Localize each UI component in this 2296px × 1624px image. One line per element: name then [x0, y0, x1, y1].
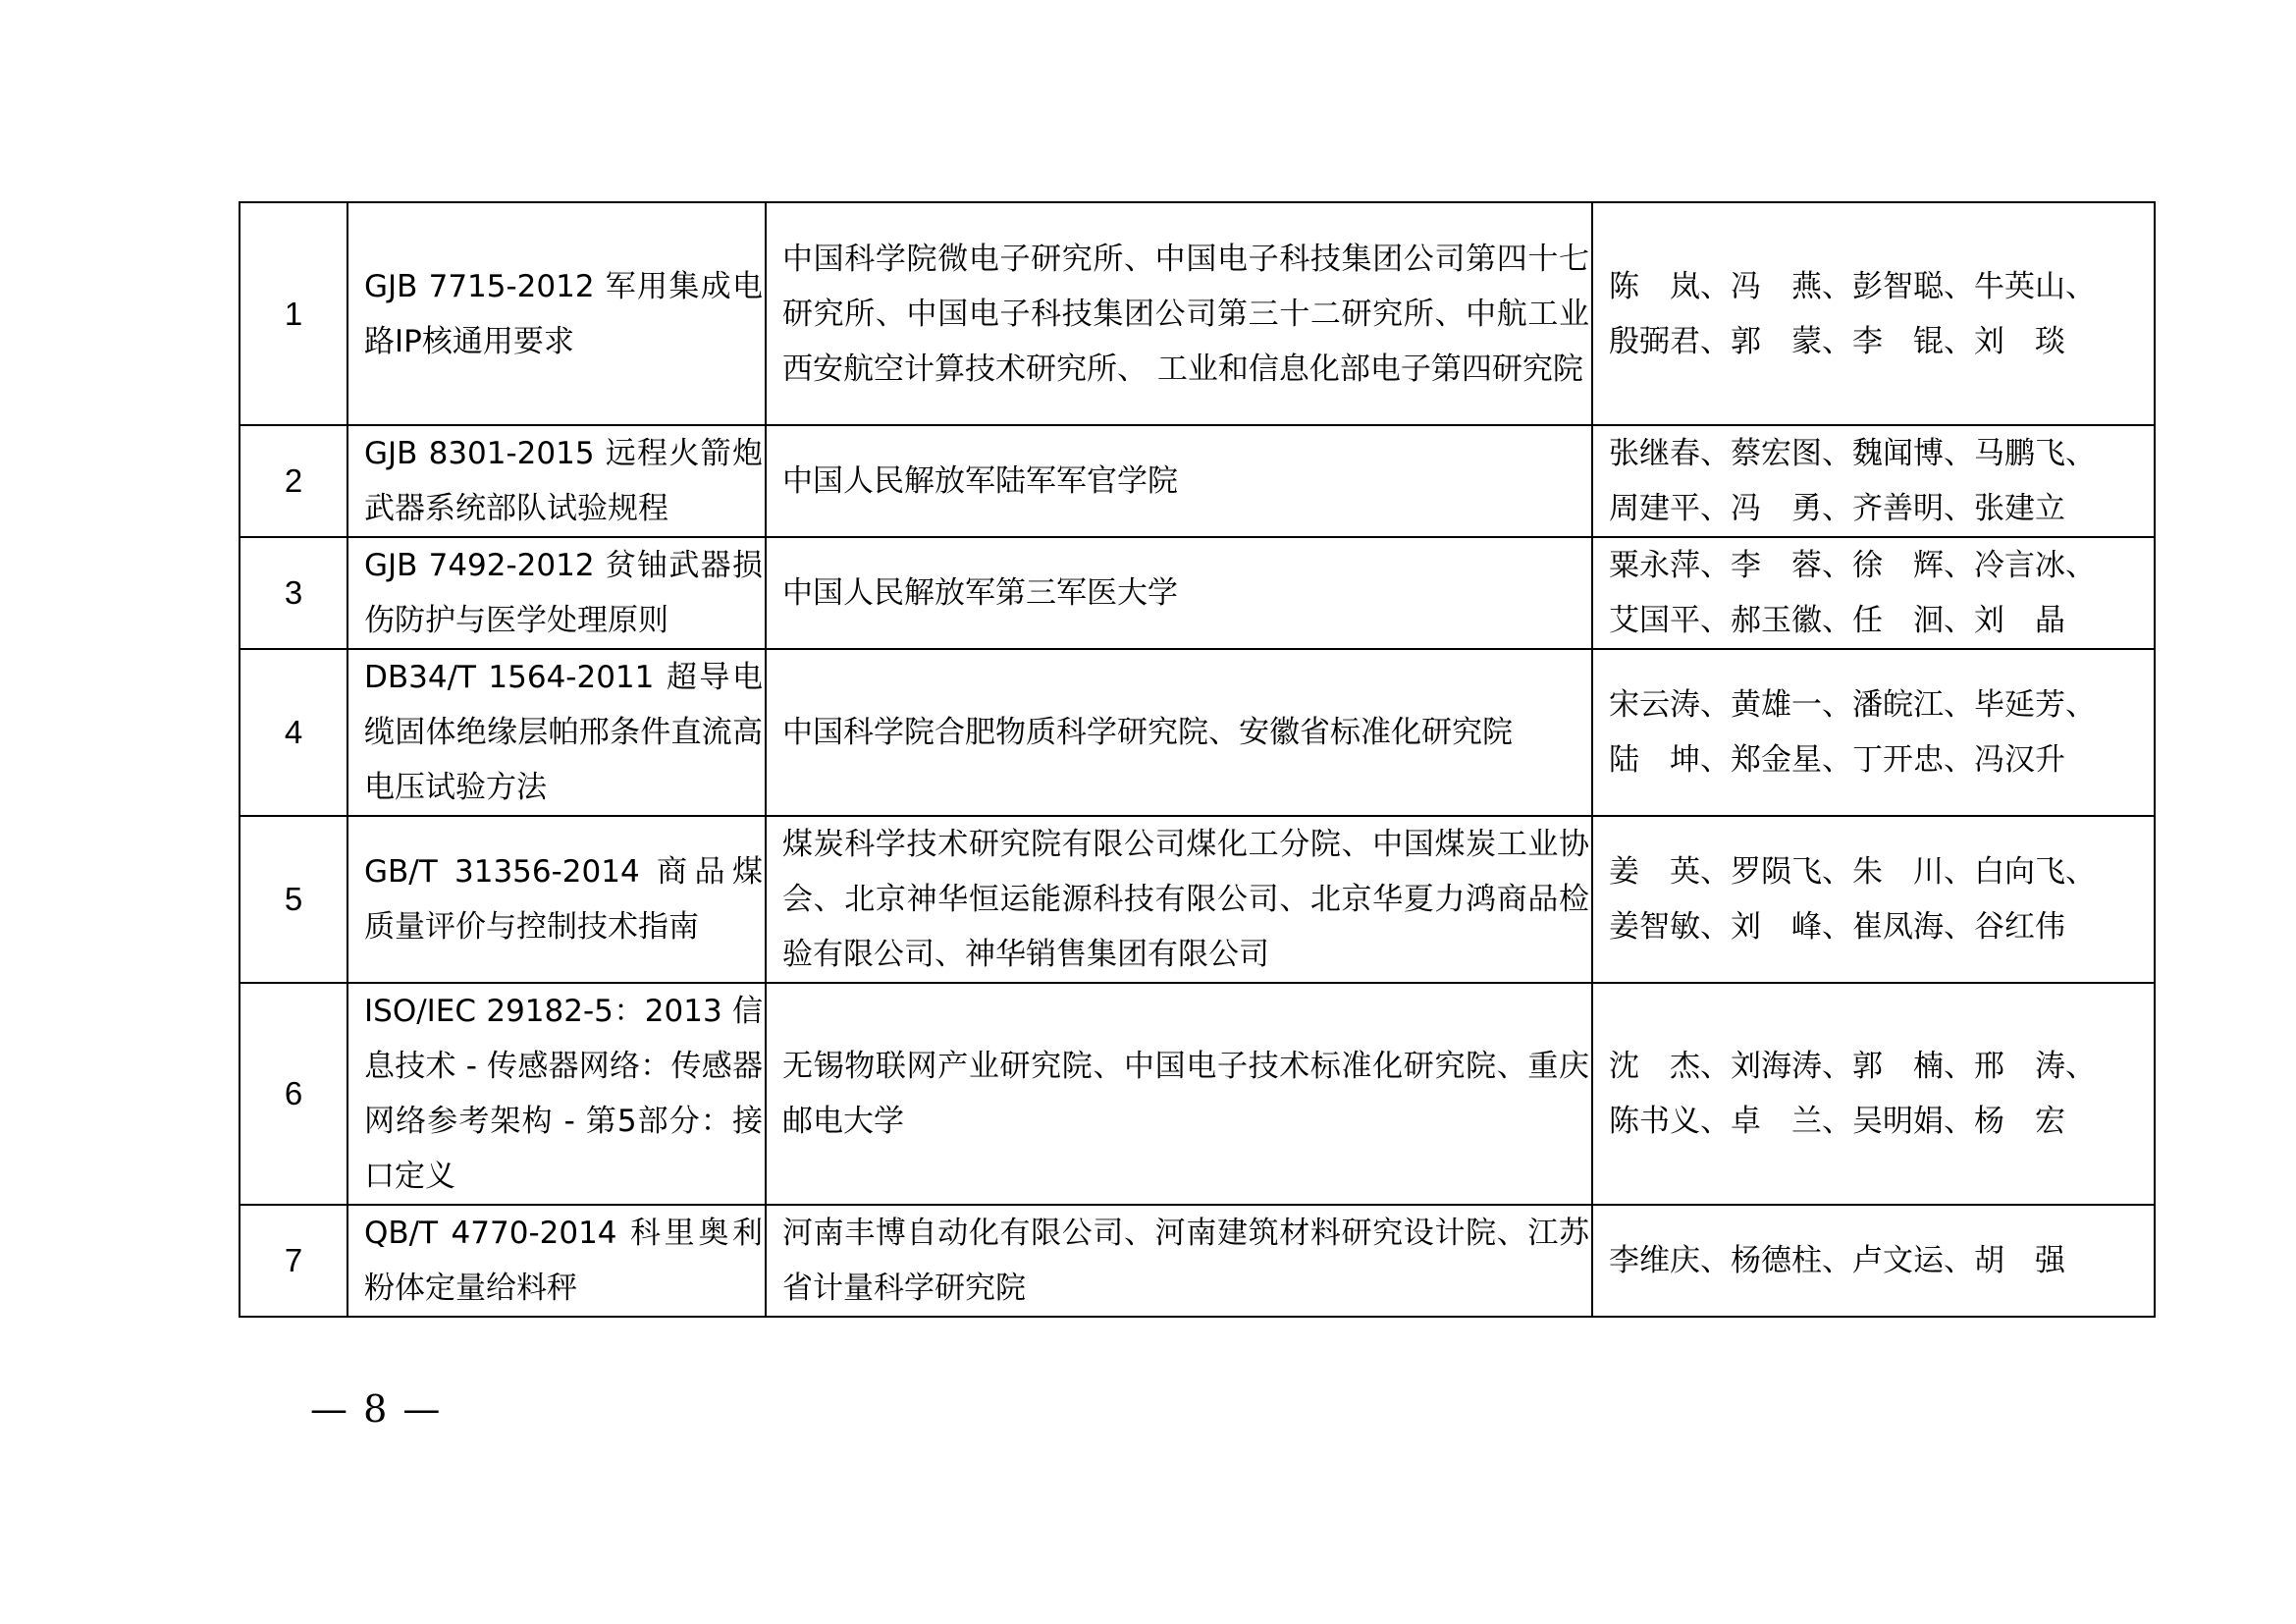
standard-title: DB34/T 1564-2011 超导电缆固体绝缘层帕邢条件直流高电压试验方法 — [347, 649, 766, 816]
contributors-line: 陈书义、卓 兰、吴明娟、杨 宏 — [1609, 1104, 2065, 1139]
contributors-line: 粟永萍、李 蓉、徐 辉、冷言冰、 — [1609, 548, 2096, 583]
main-contributors — [1592, 202, 2155, 425]
completing-units: 中国科学院合肥物质科学研究院、安徽省标准化研究院 — [766, 649, 1592, 816]
main-contributors — [1592, 816, 2155, 983]
table-row — [240, 816, 2155, 983]
row-number: 7 — [240, 1205, 347, 1317]
main-contributors — [1592, 1205, 2155, 1317]
table-row — [240, 1205, 2155, 1317]
contributors-line: 陈 岚、冯 燕、彭智聪、牛英山、 — [1609, 268, 2096, 304]
contributors-line: 张继春、蔡宏图、魏闻博、马鹏飞、 — [1609, 436, 2096, 471]
table-row — [240, 202, 2155, 425]
table-row — [240, 537, 2155, 649]
contributors-line: 陆 坤、郑金星、丁开忠、冯汉升 — [1609, 742, 2065, 778]
table-row — [240, 649, 2155, 816]
row-number: 2 — [240, 425, 347, 537]
table-row — [240, 425, 2155, 537]
contributors-line: 殷弼君、郭 蒙、李 锟、刘 琰 — [1609, 323, 2065, 359]
standard-title: GJB 8301-2015 远程火箭炮武器系统部队试验规程 — [347, 425, 766, 537]
row-number: 1 — [240, 202, 347, 425]
main-contributors — [1592, 983, 2155, 1205]
completing-units: 中国人民解放军第三军医大学 — [766, 537, 1592, 649]
contributors-line: 艾国平、郝玉徽、任 洄、刘 晶 — [1609, 603, 2065, 638]
main-contributors — [1592, 649, 2155, 816]
standard-title: GJB 7715-2012 军用集成电路IP核通用要求 — [347, 202, 766, 425]
standard-title: QB/T 4770-2014 科里奥利粉体定量给料秤 — [347, 1205, 766, 1317]
standard-title: ISO/IEC 29182-5：2013 信息技术 - 传感器网络：传感器网络参考架构 - 第5部分：接口定义 — [347, 983, 766, 1205]
completing-units: 中国人民解放军陆军军官学院 — [766, 425, 1592, 537]
row-number: 6 — [240, 983, 347, 1205]
contributors-line: 沈 杰、刘海涛、郭 楠、邢 涛、 — [1609, 1049, 2096, 1084]
completing-units: 中国科学院微电子研究所、中国电子科技集团公司第四十七研究所、中国电子科技集团公司第三十二研究所、中航工业西安航空计算技术研究所、 工业和信息化部电子第四研究院 — [766, 202, 1592, 425]
contributors-line: 姜智敏、刘 峰、崔凤海、谷红伟 — [1609, 909, 2065, 945]
completing-units: 煤炭科学技术研究院有限公司煤化工分院、中国煤炭工业协会、北京神华恒运能源科技有限公司、北京华夏力鸿商品检验有限公司、神华销售集团有限公司 — [766, 816, 1592, 983]
main-contributors — [1592, 425, 2155, 537]
standard-title: GB/T 31356-2014 商品煤质量评价与控制技术指南 — [347, 816, 766, 983]
row-number: 3 — [240, 537, 347, 649]
row-number: 4 — [240, 649, 347, 816]
page-number: — 8 — — [310, 1387, 443, 1431]
completing-units: 河南丰博自动化有限公司、河南建筑材料研究设计院、江苏省计量科学研究院 — [766, 1205, 1592, 1317]
main-contributors — [1592, 537, 2155, 649]
contributors-line: 李维庆、杨德柱、卢文运、胡 强 — [1609, 1243, 2065, 1278]
contributors-line: 周建平、冯 勇、齐善明、张建立 — [1609, 491, 2065, 526]
contributors-line: 宋云涛、黄雄一、潘皖江、毕延芳、 — [1609, 687, 2096, 723]
awards-table — [239, 201, 2156, 1318]
standard-title: GJB 7492-2012 贫铀武器损伤防护与医学处理原则 — [347, 537, 766, 649]
table-row — [240, 983, 2155, 1205]
contributors-line: 姜 英、罗陨飞、朱 川、白向飞、 — [1609, 854, 2096, 890]
completing-units: 无锡物联网产业研究院、中国电子技术标准化研究院、重庆邮电大学 — [766, 983, 1592, 1205]
row-number: 5 — [240, 816, 347, 983]
